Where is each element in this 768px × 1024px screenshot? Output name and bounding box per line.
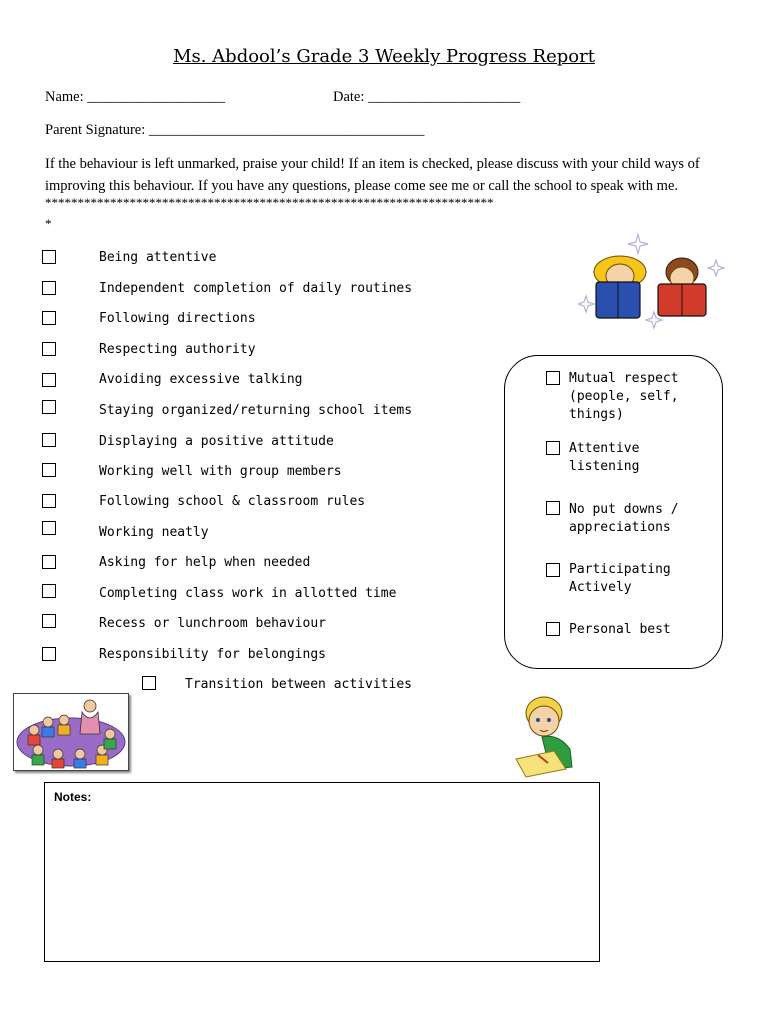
checkbox[interactable] — [42, 614, 56, 628]
values-item-label: Participating Actively — [569, 562, 671, 595]
date-field[interactable]: Date: _____________________ — [333, 89, 521, 105]
parent-signature-field[interactable]: Parent Signature: ______________________________________ — [45, 122, 425, 138]
notes-label: Notes: — [54, 790, 92, 804]
checkbox[interactable] — [42, 342, 56, 356]
checklist-label: Being attentive — [99, 250, 217, 265]
checklist-label: Avoiding excessive talking — [99, 372, 303, 387]
checklist-label: Respecting authority — [99, 342, 256, 357]
checkbox[interactable] — [42, 555, 56, 569]
checkbox[interactable] — [42, 311, 56, 325]
notes-box[interactable] — [44, 782, 600, 962]
values-item-label: Attentive listening — [569, 441, 640, 474]
checklist-label: Following directions — [99, 311, 256, 326]
checkbox[interactable] — [142, 676, 156, 690]
reading-kids-clipart — [578, 230, 726, 330]
star-separator: ********************************************************************* — [45, 195, 494, 210]
circle-time-clipart — [13, 693, 129, 771]
checklist-label: Displaying a positive attitude — [99, 434, 334, 449]
checkbox[interactable] — [42, 521, 56, 535]
name-field[interactable]: Name: ___________________ — [45, 89, 226, 105]
checklist-label: Independent completion of daily routines — [99, 281, 413, 296]
checklist-label: Responsibility for belongings — [99, 647, 326, 662]
checkbox[interactable] — [42, 494, 56, 508]
checkbox[interactable] — [42, 400, 56, 414]
checklist-label: Asking for help when needed — [99, 555, 311, 570]
writing-boy-clipart — [514, 693, 578, 779]
reading-kids-icon — [578, 230, 726, 330]
checkbox[interactable] — [546, 441, 560, 455]
writing-boy-icon — [514, 693, 578, 779]
checkbox[interactable] — [546, 501, 560, 515]
checklist-label: Staying organized/returning school items — [99, 403, 413, 418]
checkbox[interactable] — [42, 463, 56, 477]
checkbox[interactable] — [546, 622, 560, 636]
values-item-label: Mutual respect (people, self, things) — [569, 371, 679, 422]
checkbox[interactable] — [42, 250, 56, 264]
checklist-label: Working well with group members — [99, 464, 342, 479]
star-separator-tail: * — [45, 216, 52, 231]
values-item-label: Personal best — [569, 622, 671, 637]
checklist-label: Recess or lunchroom behaviour — [99, 616, 326, 631]
values-item-label: No put downs / appreciations — [569, 502, 679, 535]
checkbox[interactable] — [42, 373, 56, 387]
checklist-label: Following school & classroom rules — [99, 494, 366, 509]
checkbox[interactable] — [42, 584, 56, 598]
checkbox[interactable] — [42, 281, 56, 295]
checklist-label: Transition between activities — [185, 677, 412, 692]
circle-time-icon — [14, 694, 128, 770]
checklist-label: Completing class work in allotted time — [99, 586, 397, 601]
checkbox[interactable] — [42, 433, 56, 447]
checkbox[interactable] — [42, 647, 56, 661]
instructions-paragraph: If the behaviour is left unmarked, praise your child! If an item is checked, please discuss with your child ways of improving this behaviour. If you have any questions, please come see me or call the school to speak with me. — [45, 156, 700, 194]
checkbox[interactable] — [546, 371, 560, 385]
checklist-label: Working neatly — [99, 525, 209, 540]
page-title: Ms. Abdool’s Grade 3 Weekly Progress Report — [173, 46, 595, 67]
checkbox[interactable] — [546, 563, 560, 577]
